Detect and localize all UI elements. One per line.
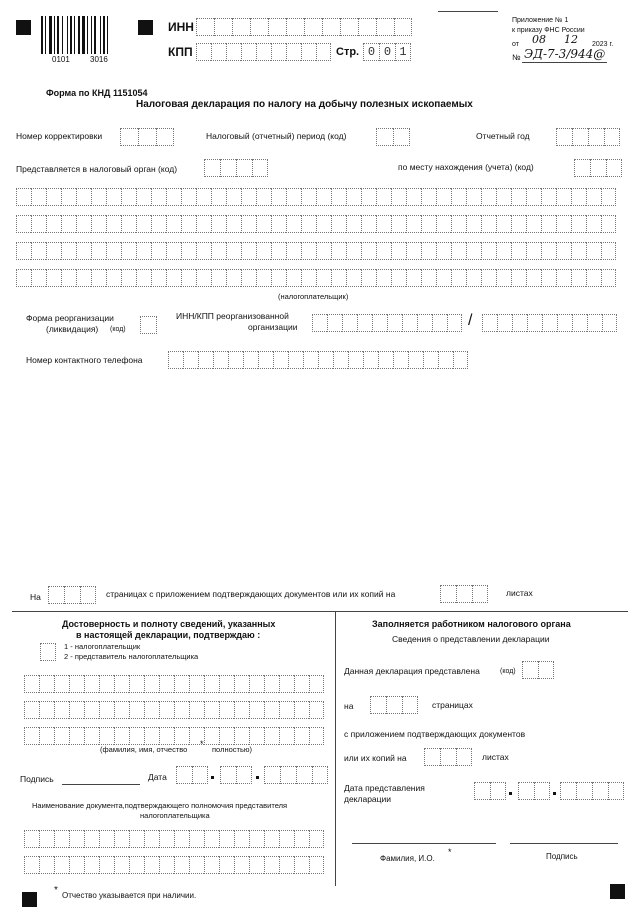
presentation-date-label-1: Дата представления	[344, 783, 425, 793]
page-digit-3: 1	[395, 43, 411, 61]
appendix-top-rule	[438, 11, 498, 12]
right-sheets-cells[interactable]	[424, 748, 472, 766]
bottom-section-divider	[335, 611, 336, 886]
reorg-form-label-1: Форма реорганизации	[26, 313, 114, 323]
copies-label: или их копий на	[344, 753, 407, 763]
reorg-slash: /	[468, 312, 473, 329]
appendix-no-value: ЭД-7-3/944@	[524, 47, 606, 61]
corner-marker-top-left	[16, 20, 31, 35]
left-date-month-cells[interactable]	[220, 766, 252, 784]
presentation-date-label-2: декларации	[344, 794, 392, 804]
right-block-subtitle: Сведения о представлении декларации	[392, 634, 550, 644]
corner-marker-bottom-right	[610, 884, 625, 899]
authority-cells[interactable]	[204, 159, 268, 177]
phone-label: Номер контактного телефона	[26, 355, 143, 365]
reorg-form-code: (код)	[110, 326, 126, 333]
page-digit-1: 0	[363, 43, 379, 61]
presented-label: Данная декларация представлена	[344, 666, 480, 676]
sheets-count-cells[interactable]	[440, 585, 488, 603]
appendix-date-month: 12	[564, 33, 578, 46]
phone-cells[interactable]	[168, 351, 468, 369]
officer-fio-line[interactable]	[352, 843, 496, 844]
form-knd: Форма по КНД 1151054	[46, 88, 148, 98]
signer-fio-row[interactable]	[24, 727, 324, 745]
barcode-right-code: 3016	[90, 55, 108, 64]
inn-label: ИНН	[168, 20, 194, 34]
taxpayer-name-row[interactable]	[16, 242, 616, 260]
inn-cells[interactable]	[196, 18, 412, 36]
taxpayer-name-row[interactable]	[16, 215, 616, 233]
right-sheets-label: листах	[482, 752, 509, 762]
signer-fio-row[interactable]	[24, 675, 324, 693]
corner-marker-bottom-left	[22, 892, 37, 907]
presented-code: (код)	[500, 668, 516, 675]
left-date-label: Дата	[148, 772, 167, 782]
left-signature-line[interactable]	[62, 784, 140, 785]
location-cells[interactable]	[574, 159, 622, 177]
correction-cells[interactable]	[120, 128, 174, 146]
signer-option-2: 2 - представитель налогоплательщика	[64, 652, 199, 661]
signer-type-cell[interactable]	[40, 643, 56, 661]
period-label: Налоговый (отчетный) период (код)	[206, 131, 347, 141]
appendix-date-day: 08	[532, 33, 546, 46]
appendix-line-1: Приложение № 1	[512, 17, 569, 24]
left-date-day-cells[interactable]	[176, 766, 208, 784]
barcode-left-code: 0101	[52, 55, 70, 64]
right-date-month-cells[interactable]	[518, 782, 550, 800]
kpp-cells[interactable]	[196, 43, 331, 61]
pages-text: страницах с приложением подтверждающих документов или их копий на	[106, 589, 396, 599]
year-cells[interactable]	[556, 128, 620, 146]
reorg-inn-label-1: ИНН/КПП реорганизованной	[176, 311, 289, 321]
taxpayer-name-row[interactable]	[16, 269, 616, 287]
right-date-dot-1	[509, 792, 512, 795]
right-pages-cells[interactable]	[370, 696, 418, 714]
right-date-day-cells[interactable]	[474, 782, 506, 800]
officer-signature-label: Подпись	[546, 852, 578, 861]
footnote-mark: *	[54, 885, 58, 896]
authority-label: Представляется в налоговый орган (код)	[16, 164, 178, 174]
bottom-section-top-rule	[12, 611, 628, 612]
left-block-title-2: в настоящей декларации, подтверждаю :	[76, 630, 261, 640]
right-on-label: на	[344, 701, 354, 711]
pages-count-cells[interactable]	[48, 586, 96, 604]
correction-label: Номер корректировки	[16, 131, 103, 141]
appendix-year: 2023 г.	[592, 41, 614, 48]
doc-label-1: Наименование документа,подтверждающего полномочия представителя	[32, 801, 288, 810]
reorg-inn-cells[interactable]	[312, 314, 462, 332]
signer-fio-row[interactable]	[24, 701, 324, 719]
officer-fio-label: Фамилия, И.О.	[380, 854, 435, 863]
page-digit-2: 0	[379, 43, 395, 61]
doc-label-2: налогоплательщика	[140, 811, 210, 820]
appendix-from: от	[512, 41, 519, 48]
taxpayer-caption: (налогоплательщик)	[278, 292, 349, 301]
reorg-form-cell[interactable]	[140, 316, 157, 334]
left-signature-label: Подпись	[20, 774, 54, 784]
officer-signature-line[interactable]	[510, 843, 618, 844]
fio-caption-2: полностью)	[212, 745, 252, 754]
year-label: Отчетный год	[476, 131, 530, 141]
left-date-dot-2	[256, 776, 259, 779]
period-cells[interactable]	[376, 128, 410, 146]
fio-caption-star: *	[200, 739, 204, 749]
page-label: Стр.	[336, 46, 360, 58]
presented-code-cells[interactable]	[522, 661, 554, 679]
right-date-dot-2	[553, 792, 556, 795]
right-pages-label: страницах	[432, 700, 473, 710]
taxpayer-name-row[interactable]	[16, 188, 616, 206]
appendix-line-2: к приказу ФНС России	[512, 27, 585, 34]
form-title: Налоговая декларация по налогу на добычу полезных ископаемых	[136, 99, 473, 110]
footnote-text: Отчество указывается при наличии.	[62, 891, 197, 900]
reorg-inn-label-2: организации	[248, 322, 298, 332]
document-name-row[interactable]	[24, 856, 324, 874]
sheets-label: листах	[506, 588, 533, 598]
signer-option-1: 1 - налогоплательщик	[64, 642, 141, 651]
reorg-form-label-2: (ликвидация)	[46, 324, 99, 334]
right-block-title: Заполняется работником налогового органа	[372, 619, 571, 629]
left-date-year-cells[interactable]	[264, 766, 328, 784]
kpp-label: КПП	[168, 45, 193, 59]
barcode-bars	[40, 16, 130, 54]
appendix-no-label: №	[512, 53, 521, 62]
location-label: по месту нахождения (учета) (код)	[398, 162, 534, 172]
left-block-title-1: Достоверность и полноту сведений, указанных	[62, 619, 276, 629]
reorg-kpp-cells[interactable]	[482, 314, 617, 332]
barcode	[40, 16, 130, 54]
page-number-cells[interactable]	[363, 43, 411, 61]
fio-caption: (фамилия, имя, отчество	[100, 745, 188, 754]
pages-on-label: На	[30, 592, 41, 602]
document-name-row[interactable]	[24, 830, 324, 848]
appendix-no-underline	[522, 62, 607, 63]
right-date-year-cells[interactable]	[560, 782, 624, 800]
corner-marker-top-middle	[138, 20, 153, 35]
left-date-dot-1	[211, 776, 214, 779]
attach-label: с приложением подтверждающих документов	[344, 729, 526, 739]
officer-fio-star: *	[448, 847, 452, 857]
